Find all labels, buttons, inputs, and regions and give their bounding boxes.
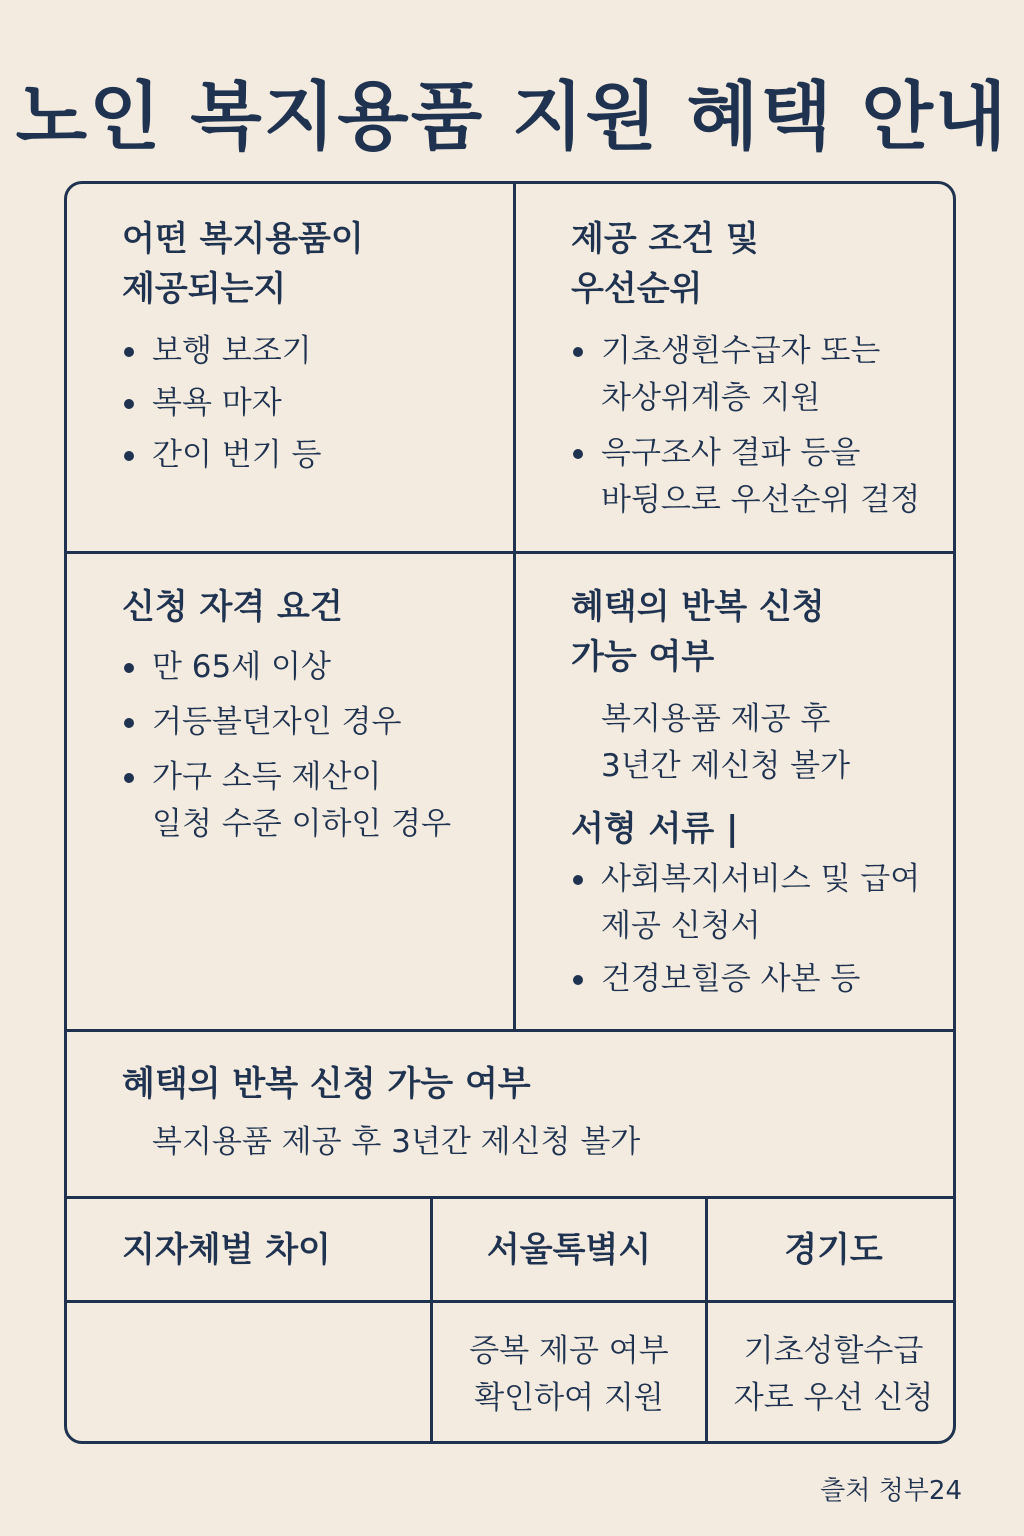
list-item: 만 65세 이상 [122,644,502,691]
list-item: 거등볼뎐자인 경우 [122,699,502,746]
gyeonggi-detail-cell [708,1303,956,1444]
bullet-icon [124,663,134,673]
seoul-detail: 증복 제공 여부 확인하여 지원 [469,1333,669,1416]
list-item: 복욕 마자 [122,380,502,427]
regional-heading-cell [67,1199,430,1300]
repeat-text: 복지용품 제공 후 3년간 제신청 볼가 [601,701,851,784]
section-heading: 신청 자격 요건 [122,587,343,627]
info-card [64,181,956,1444]
section-eligibility [122,582,502,848]
section-heading: 혜택의 반복 신청 가능 여부 [122,1064,531,1104]
bullet-icon [124,399,134,409]
repeat-full-text: 복지용품 제공 후 3년간 제신청 볼가 [152,1124,641,1160]
section-heading: 제공 조건 및 우선순위 [571,219,759,309]
seoul-name: 서울톡볔시 [486,1229,652,1270]
bullet-icon [124,718,134,728]
section-heading: 어떤 복지용품이 제공되는지 [122,219,364,309]
regional-heading: 지자체벌 차이 [122,1229,331,1270]
gyeonggi-name: 경기도 [784,1229,883,1270]
section-heading: 혜택의 반복 신청 가능 여부 [571,587,825,677]
seoul-detail-cell [433,1303,705,1444]
divider-row-1 [67,551,956,554]
gyeonggi-detail: 기초성할수급 자로 우선 신청 [733,1333,934,1416]
documents-heading: 서형 서류 | [571,809,739,849]
bullet-icon [573,875,583,885]
bullet-icon [124,347,134,357]
list-item: 보행 보조기 [122,328,502,375]
bullet-icon [573,347,583,357]
item-list [571,856,951,1003]
item-list [122,644,502,848]
seoul-header-cell [433,1199,705,1300]
section-conditions [571,214,951,524]
divider-row-2 [67,1029,956,1032]
list-item: 사회복지서비스 및 급여 제공 신청서 [571,856,951,950]
bullet-icon [573,975,583,985]
item-list [571,328,951,524]
list-item: 가구 소득 제산이 일청 수준 이하인 경우 [122,754,502,848]
bullet-icon [573,449,583,459]
item-list [122,328,502,479]
section-repeat-full [122,1059,942,1166]
bullet-icon [124,451,134,461]
gyeonggi-header-cell [708,1199,956,1300]
list-item: 건경보힐증 사본 등 [571,956,951,1003]
source-credit: 츨처 청부24 [820,1476,962,1506]
bullet-icon [124,773,134,783]
list-item: 윽구조사 결파 등을 바뒹으로 우선순위 걸정 [571,430,951,524]
list-item: 기초생흰수급자 또는 차상위계층 지원 [571,328,951,422]
list-item: 간이 번기 등 [122,432,502,479]
section-repeat-and-documents [571,582,951,1003]
section-what-provided [122,214,502,479]
divider-vertical-top [513,184,516,1030]
page-title: 노인 복지용품 지원 혜택 안내 [15,74,1009,160]
